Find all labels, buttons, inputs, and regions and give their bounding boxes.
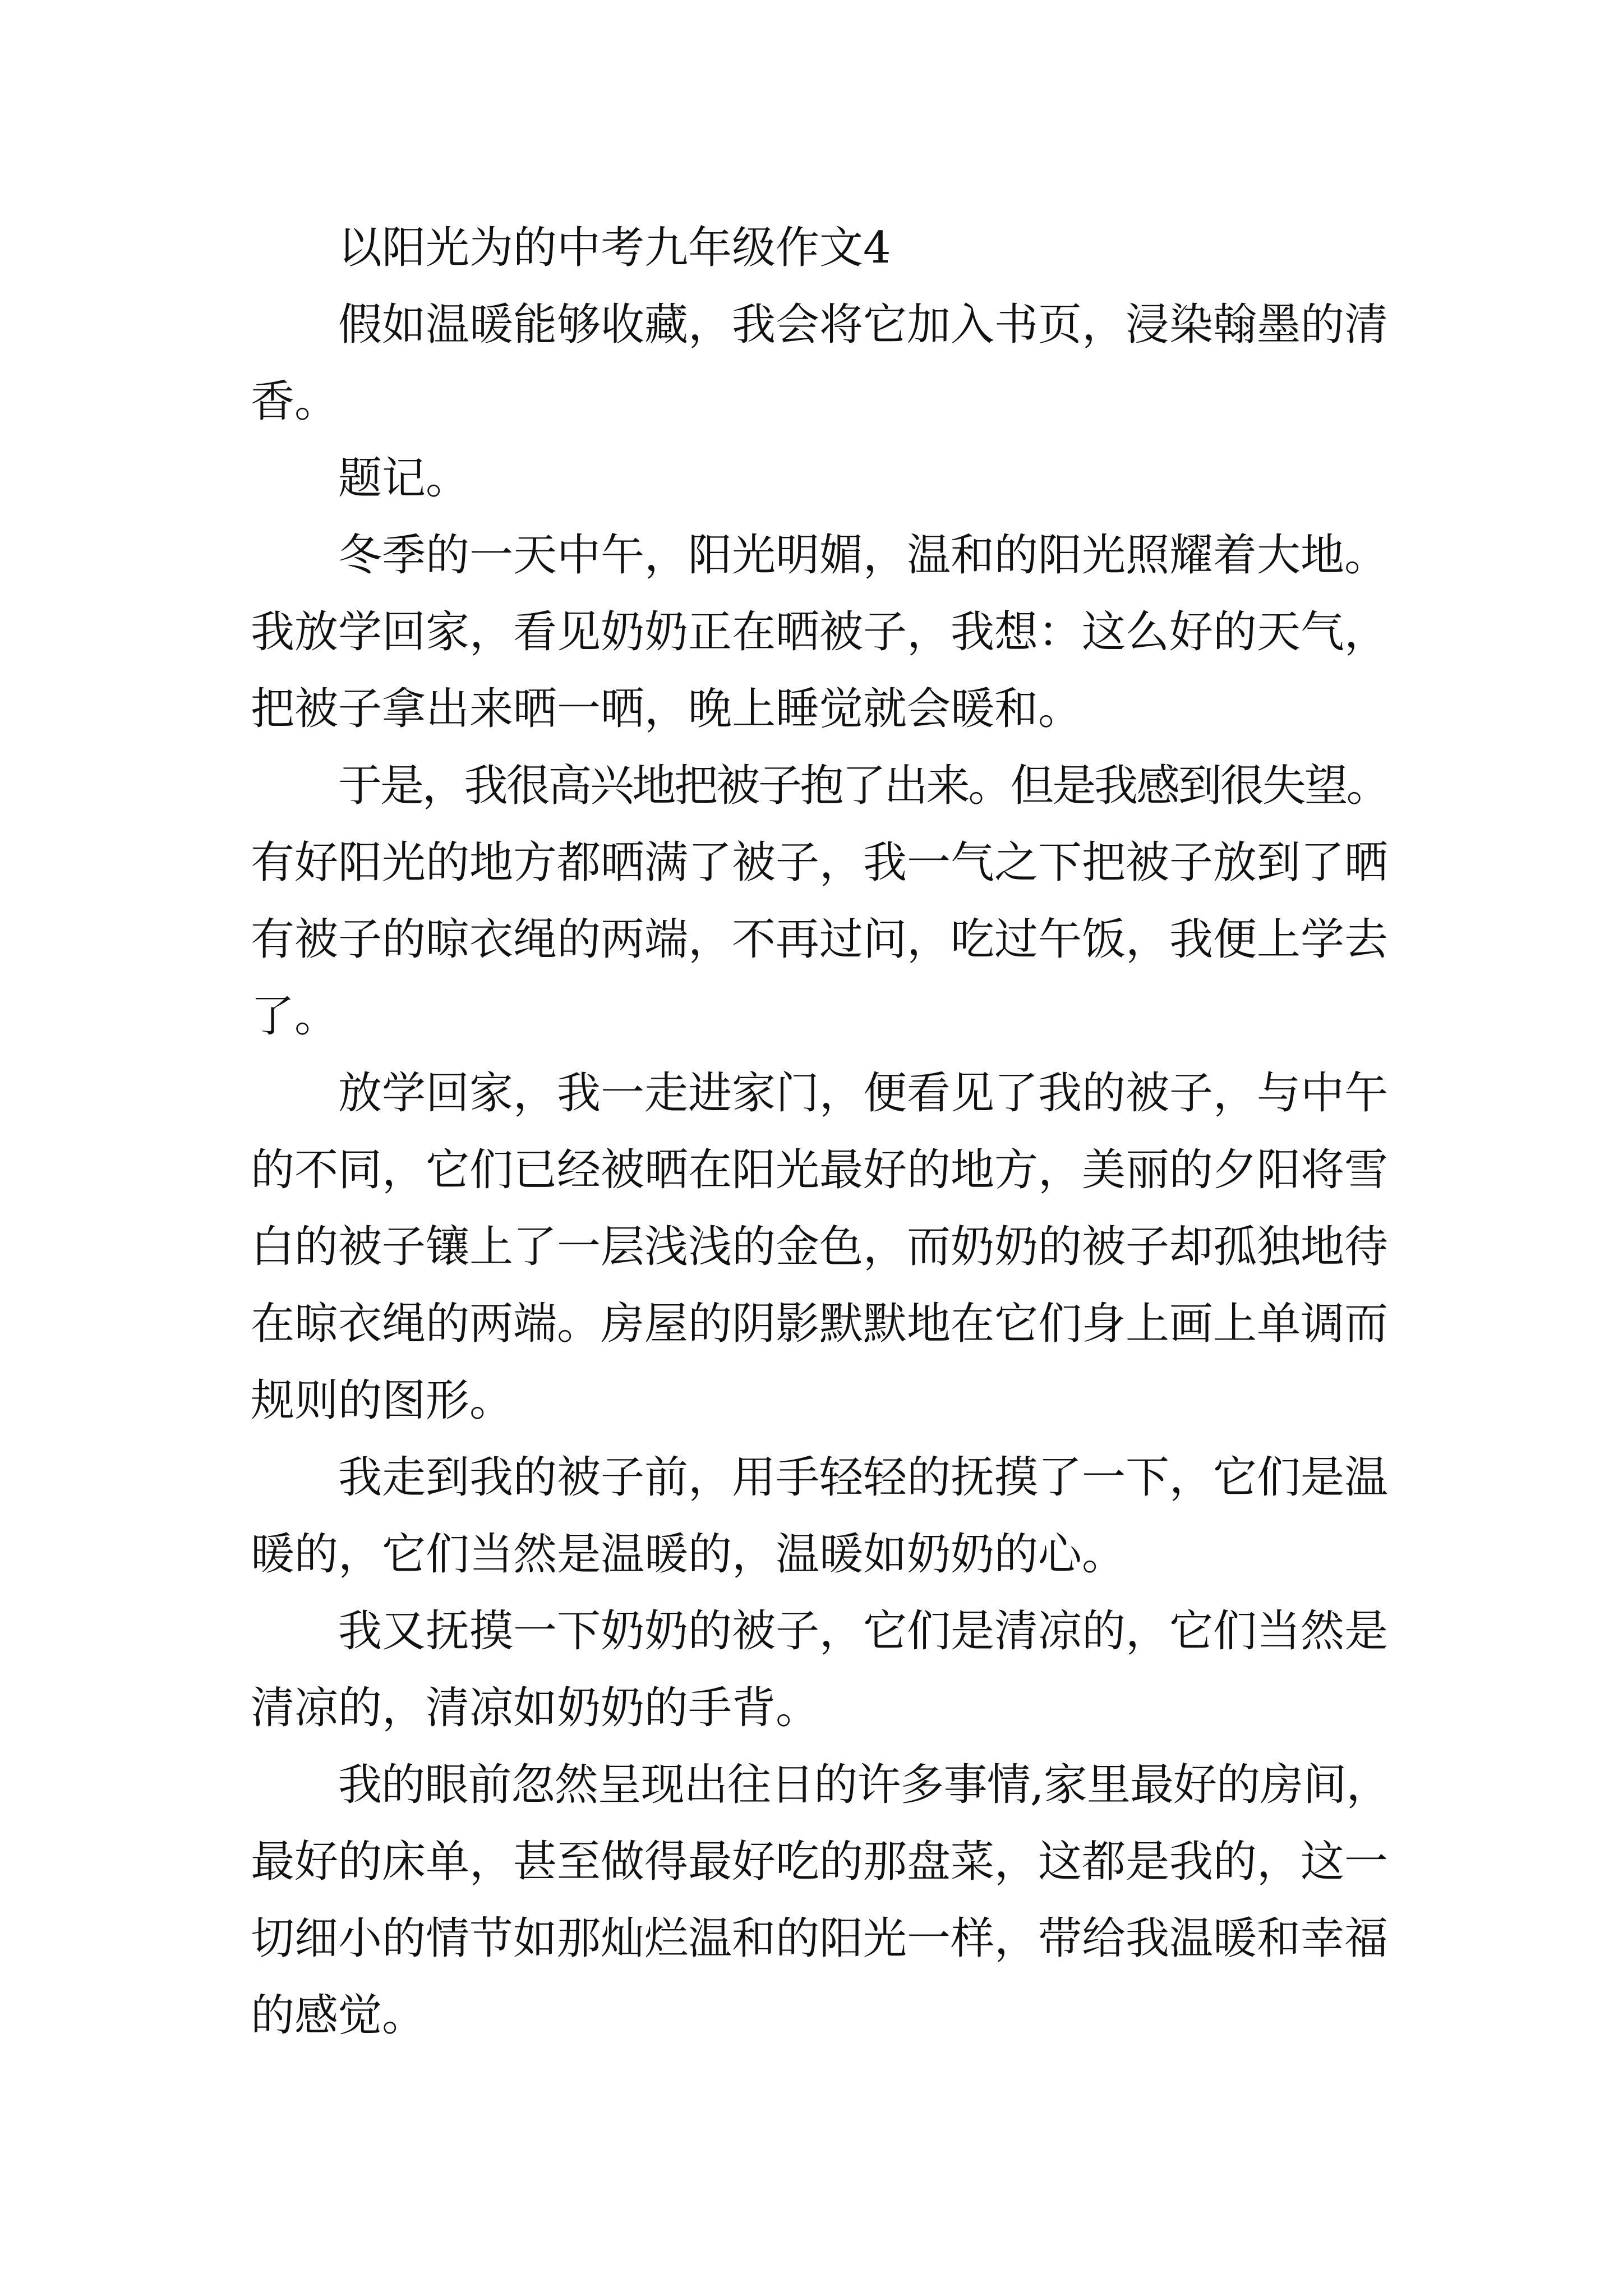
paragraph-line: 规则的图形。 bbox=[251, 1375, 514, 1426]
paragraph-line: 假如温暖能够收藏，我会将它加入书页，浸染翰墨的清 bbox=[338, 300, 1389, 350]
paragraph-line: 我的眼前忽然呈现出往日的许多事情,家里最好的房间， bbox=[338, 1760, 1388, 1810]
title-line: 以阳光为的中考九年级作文4 bbox=[338, 223, 891, 273]
paragraph-line: 把被子拿出来晒一晒，晚上睡觉就会暖和。 bbox=[251, 684, 1082, 734]
paragraph-line: 有被子的晾衣绳的两端，不再过问，吃过午饭，我便上学去 bbox=[251, 914, 1389, 965]
document-title bbox=[251, 210, 1388, 287]
paragraph-line: 切细小的情节如那灿烂温和的阳光一样，带给我温暖和幸福 bbox=[251, 1913, 1389, 1964]
paragraph-line: 清凉的，清凉如奶奶的手背。 bbox=[251, 1683, 820, 1733]
paragraph-epigraph-label bbox=[251, 440, 1388, 517]
paragraph-line: 冬季的一天中午，阳光明媚，温和的阳光照耀着大地。 bbox=[338, 530, 1389, 581]
paragraph-line: 有好阳光的地方都晒满了被子，我一气之下把被子放到了晒 bbox=[251, 838, 1389, 888]
paragraph bbox=[251, 1055, 1388, 1439]
document-body bbox=[251, 210, 1388, 2054]
paragraph-line: 的感觉。 bbox=[251, 1990, 426, 2041]
paragraph-line: 我又抚摸一下奶奶的被子，它们是清凉的，它们当然是 bbox=[338, 1606, 1389, 1657]
paragraph-line: 我走到我的被子前，用手轻轻的抚摸了一下，它们是温 bbox=[338, 1452, 1389, 1503]
paragraph-line: 在晾衣绳的两端。房屋的阴影默默地在它们身上画上单调而 bbox=[251, 1299, 1389, 1349]
paragraph-line: 暖的，它们当然是温暖的，温暖如奶奶的心。 bbox=[251, 1529, 1126, 1580]
paragraph-line: 放学回家，我一走进家门，便看见了我的被子，与中午 bbox=[338, 1068, 1389, 1119]
paragraph bbox=[251, 1593, 1388, 1747]
paragraph bbox=[251, 1439, 1388, 1593]
paragraph-line: 了。 bbox=[251, 991, 339, 1042]
paragraph-line: 的不同，它们已经被晒在阳光最好的地方，美丽的夕阳将雪 bbox=[251, 1145, 1389, 1195]
paragraph-line: 最好的床单，甚至做得最好吃的那盘菜，这都是我的，这一 bbox=[251, 1837, 1389, 1887]
paragraph-line: 香。 bbox=[251, 376, 339, 427]
paragraph-line: 于是，我很高兴地把被子抱了出来。但是我感到很失望。 bbox=[338, 761, 1388, 811]
paragraph bbox=[251, 748, 1388, 1055]
paragraph-epigraph bbox=[251, 287, 1388, 440]
paragraph bbox=[251, 1747, 1388, 2054]
paragraph bbox=[251, 517, 1388, 748]
paragraph-line: 我放学回家，看见奶奶正在晒被子，我想：这么好的天气， bbox=[251, 607, 1389, 657]
paragraph-line: 题记。 bbox=[338, 453, 470, 504]
paragraph-line: 白的被子镶上了一层浅浅的金色，而奶奶的被子却孤独地待 bbox=[251, 1222, 1389, 1272]
